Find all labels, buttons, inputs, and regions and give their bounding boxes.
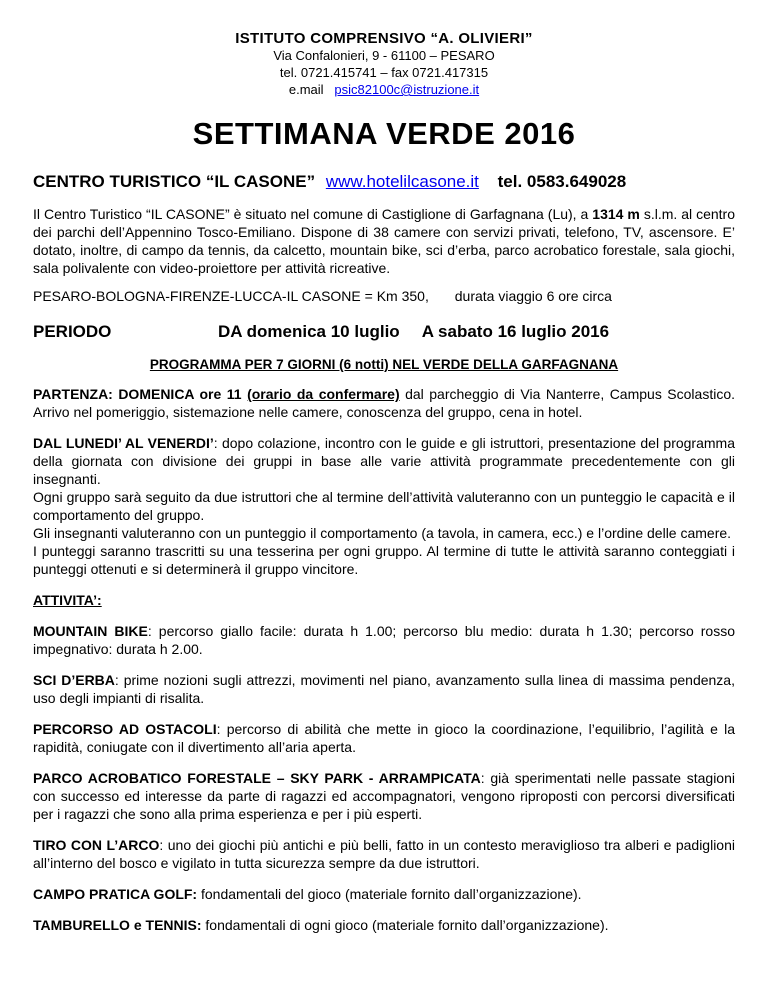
activity-item [33, 885, 735, 903]
weekday-label: DAL LUNEDI’ AL VENERDI’ [33, 435, 214, 451]
departure-note: (orario da confermare) [247, 386, 400, 402]
trip-duration: durata viaggio 6 ore circa [454, 288, 612, 304]
school-email-line [33, 81, 735, 98]
activity-item [33, 622, 735, 658]
activity-desc: : prime nozioni sugli attrezzi, movimenti nel piano, avanzamento sulla linea di massima pendenza, uso degli impianti di risalita. [33, 672, 735, 706]
departure-text: dal parcheggio di Via Nanterre, Campus Scolastico. Arrivo nel pomeriggio, sistemazione nelle camere, conoscenza del gruppo, cena in hotel. [33, 386, 736, 420]
activity-desc: fondamentali del gioco (materiale fornito dall’organizzazione). [197, 886, 582, 902]
activity-name: MOUNTAIN BIKE [33, 623, 148, 639]
departure-paragraph [33, 385, 735, 421]
document-page [33, 0, 735, 934]
intro-text-1: Il Centro Turistico “IL CASONE” è situato nel comune di Castiglione di Garfagnana (Lu), a [33, 206, 593, 222]
centro-phone: tel. 0583.649028 [497, 172, 627, 191]
weekday-text: : dopo colazione, incontro con le guide e gli istruttori, presentazione del programma della giornata con divisione dei gruppi in base alle varie attività programmate precedentemente con gli insegnanti. [33, 435, 735, 487]
activity-desc: : percorso giallo facile: durata h 1.00; percorso blu medio: durata h 1.30; percorso rosso impegnativo: durata h 2.00. [33, 623, 735, 657]
activities-heading: ATTIVITA’: [33, 592, 102, 608]
email-link[interactable]: psic82100c@istruzione.it [334, 82, 480, 97]
activity-desc: : già sperimentati nelle passate stagioni con successo ed interesse da parte di ragazzi ed accompagnatori, vengono riproposti con percorsi diversificati per i ragazzi che sono alla prima esperienza e per i più esperti. [33, 770, 735, 822]
period-line [33, 322, 735, 342]
scores-paragraph: I punteggi saranno trascritti su una tesserina per ogni gruppo. Al termine di tutte le attività saranno conteggiati i punteggi ottenuti e si determinerà il gruppo vincitore. [33, 543, 735, 577]
activity-item [33, 720, 735, 756]
activity-item [33, 769, 735, 823]
activity-item [33, 836, 735, 872]
distance-line [33, 288, 735, 304]
school-address: Via Confalonieri, 9 - 61100 – PESARO [273, 48, 495, 63]
website-link[interactable]: www.hotelilcasone.it [325, 172, 479, 191]
departure-label: PARTENZA: DOMENICA ore 11 [33, 386, 242, 402]
activity-name: TAMBURELLO e TENNIS: [33, 917, 202, 933]
activity-desc: fondamentali di ogni gioco (materiale fornito dall’organizzazione). [201, 917, 609, 933]
activity-item [33, 671, 735, 707]
school-name: ISTITUTO COMPRENSIVO “A. OLIVIERI” [235, 30, 533, 47]
activity-name: CAMPO PRATICA GOLF: [33, 886, 198, 902]
centro-name: CENTRO TURISTICO “IL CASONE” [33, 172, 316, 191]
centro-heading [33, 172, 735, 192]
weekday-paragraph [33, 434, 735, 488]
activity-item [33, 916, 735, 934]
activity-name: SCI D’ERBA [33, 672, 115, 688]
period-to: A sabato 16 luglio 2016 [421, 322, 610, 341]
intro-text-2: s.l.m. al centro dei parchi dell’Appennino Tosco-Emiliano. Dispone di 38 camere con servizi privati, telefono, TV, ascensore. E’ dotato, inoltre, di campo da tennis, da calcetto, mountain bike, sci d’erba, parco acrobatico forestale, sala giochi, sala polivalente con video-proiettore per attività ricreative. [33, 206, 735, 276]
activity-name: PARCO ACROBATICO FORESTALE – SKY PARK - ARRAMPICATA [33, 770, 481, 786]
activity-name: PERCORSO AD OSTACOLI [33, 721, 217, 737]
instructors-paragraph: Ogni gruppo sarà seguito da due istruttori che al termine dell’attività valuteranno con un punteggio le capacità e il comportamento del gruppo. [33, 489, 735, 523]
email-label: e.mail [288, 82, 324, 97]
intro-altitude: 1314 m [592, 206, 640, 222]
activity-desc: : uno dei giochi più antichi e più belli, fatto in un contesto meraviglioso tra alberi e padiglioni all’interno del bosco e vigilato in tutta sicurezza sempre da due istruttori. [33, 837, 735, 871]
intro-paragraph [33, 205, 735, 277]
activity-name: TIRO CON L’ARCO [33, 837, 160, 853]
program-title: PROGRAMMA PER 7 GIORNI (6 notti) NEL VERDE DELLA GARFAGNANA [149, 357, 619, 372]
school-phone: tel. 0721.415741 – fax 0721.417315 [279, 65, 489, 80]
period-label: PERIODO [33, 322, 112, 341]
letterhead [33, 30, 735, 98]
page-title: SETTIMANA VERDE 2016 [192, 116, 576, 151]
teachers-paragraph: Gli insegnanti valuteranno con un punteggio il comportamento (a tavola, in camera, ecc.) e l’ordine delle camere. [33, 525, 732, 541]
activity-desc: : percorso di abilità che mette in gioco la coordinazione, l’equilibrio, l’agilità e la rapidità, coniugate con il divertimento all’aria aperta. [33, 721, 735, 755]
route: PESARO-BOLOGNA-FIRENZE-LUCCA-IL CASONE = Km 350, [33, 288, 429, 304]
period-from: DA domenica 10 luglio [218, 322, 400, 341]
